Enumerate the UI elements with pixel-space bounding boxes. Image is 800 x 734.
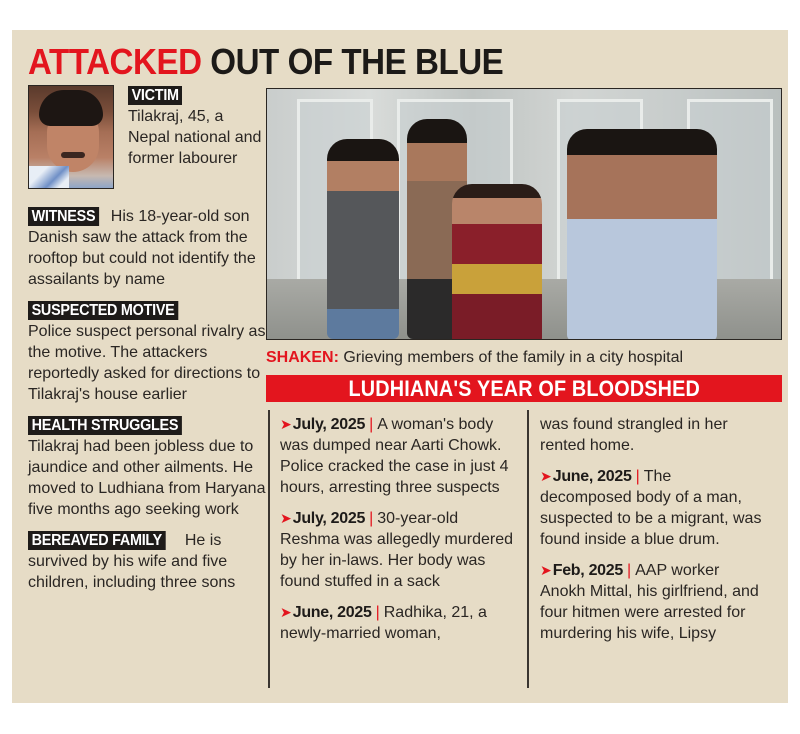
bullet-arrow-icon: ➤ bbox=[540, 562, 552, 578]
motive-label: SUSPECTED MOTIVE bbox=[28, 301, 178, 320]
timeline-continuation: was found strangled in her rented home. bbox=[540, 416, 728, 454]
timeline-right-column bbox=[540, 414, 765, 654]
motive-text: Police suspect personal rivalry as the motive. The attackers reportedly asked for directions to Tilakraj's house earlier bbox=[28, 323, 266, 403]
timeline-item: ➤June, 2025 | Radhika, 21, a newly-married woman, bbox=[280, 604, 487, 642]
family-label: BEREAVED FAMILY bbox=[28, 531, 166, 550]
timeline-item: ➤Feb, 2025 | AAP worker Anokh Mittal, his girlfriend, and four hitmen were arrested for murdering his wife, Lipsy bbox=[540, 562, 759, 642]
victim-block bbox=[128, 86, 268, 169]
timeline-divider-mid bbox=[527, 410, 529, 688]
timeline-divider-left bbox=[268, 410, 270, 688]
caption-text: Grieving members of the family in a city hospital bbox=[338, 349, 684, 366]
bullet-arrow-icon: ➤ bbox=[540, 468, 552, 484]
motive-section bbox=[28, 300, 266, 405]
timeline-left-column bbox=[280, 414, 520, 654]
timeline-item: ➤June, 2025 | The decomposed body of a man, suspected to be a migrant, was found inside a blue drum. bbox=[540, 468, 762, 548]
photo-caption bbox=[266, 348, 683, 368]
hospital-photo bbox=[266, 88, 782, 340]
family-section bbox=[28, 530, 266, 593]
witness-section bbox=[28, 206, 266, 290]
timeline-title: LUDHIANA'S YEAR OF BLOODSHED bbox=[348, 376, 700, 401]
infographic-panel bbox=[12, 30, 788, 703]
headline bbox=[28, 42, 503, 82]
victim-photo bbox=[28, 85, 114, 189]
info-column bbox=[28, 206, 266, 603]
bullet-arrow-icon: ➤ bbox=[280, 416, 292, 432]
family-text: He is survived by his wife and five children, including three sons bbox=[28, 532, 236, 591]
witness-label: WITNESS bbox=[28, 207, 99, 226]
timeline-item: ➤July, 2025 | 30-year-old Reshma was allegedly murdered by her in-laws. Her body was found stuffed in a sack bbox=[280, 510, 513, 590]
witness-text: His 18-year-old son Danish saw the attack from the rooftop but could not identify the assailants by name bbox=[28, 208, 256, 288]
headline-black: OUT OF THE BLUE bbox=[201, 41, 504, 82]
bullet-arrow-icon: ➤ bbox=[280, 510, 292, 526]
health-section bbox=[28, 415, 266, 520]
timeline-item: ➤July, 2025 | A woman's body was dumped near Aarti Chowk. Police cracked the case in just 4 hours, arresting three suspects bbox=[280, 416, 509, 496]
caption-tag: SHAKEN: bbox=[266, 349, 339, 366]
victim-label: VICTIM bbox=[128, 86, 182, 105]
health-text: Tilakraj had been jobless due to jaundice and other ailments. He moved to Ludhiana from Haryana five months ago seeking work bbox=[28, 438, 266, 518]
bullet-arrow-icon: ➤ bbox=[280, 604, 292, 620]
timeline-banner bbox=[266, 375, 782, 402]
victim-text: Tilakraj, 45, a Nepal national and former labourer bbox=[128, 108, 262, 167]
health-label: HEALTH STRUGGLES bbox=[28, 416, 182, 435]
headline-red: ATTACKED bbox=[28, 41, 202, 82]
